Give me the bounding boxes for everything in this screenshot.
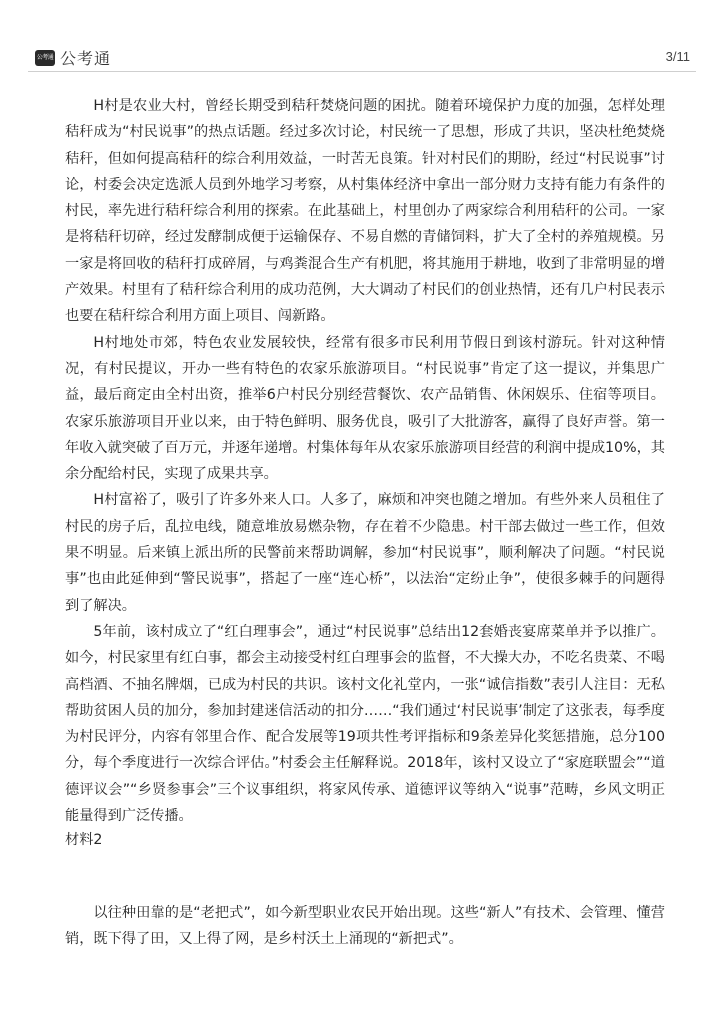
material-1-body	[65, 93, 665, 829]
section-label: 材料2	[65, 832, 103, 848]
logo-text: 公考通	[60, 49, 112, 68]
paragraph: H村是农业大村，曾经长期受到秸秆焚烧问题的困扰。随着环境保护力度的加强，怎样处理秸秆成为“村民说事”的热点话题。经过多次讨论，村民统一了思想，形成了共识，坚决杜绝焚烧秸秆，但如何提高秸秆的综合利用效益，一时苦无良策。针对村民们的期盼，经过“村民说事”讨论，村委会决定选派人员到外地学习考察，从村集体经济中拿出一部分财力支持有能力有条件的村民，率先进行秸秆综合利用的探索。在此基础上，村里创办了两家综合利用秸秆的公司。一家是将秸秆切碎，经过发酵制成便于运输保存、不易自燃的青储饲料，扩大了全村的养殖规模。另一家是将回收的秸秆打成碎屑，与鸡粪混合生产有机肥，将其施用于耕地，收到了非常明显的增产效果。村里有了秸秆综合利用的成功范例，大大调动了村民们的创业热情，还有几户村民表示也要在秸秆综合利用方面上项目、闯新路。	[65, 98, 665, 325]
header-divider	[28, 71, 696, 72]
logo-badge: 公考通	[35, 50, 55, 66]
paragraph: 5年前，该村成立了“红白理事会”，通过“村民说事”总结出12套婚丧宴席菜单并予以推广。如今，村民家里有红白事，都会主动接受村红白理事会的监督，不大操大办，不吃名贵菜、不喝高档酒、不抽名牌烟，已成为村民的共识。该村文化礼堂内，一张“诚信指数”表引人注目：无私帮助贫困人员的加分，参加封建迷信活动的扣分……“我们通过‘村民说事’制定了这张表，每季度为村民评分，内容有邻里合作、配合发展等19项共性考评指标和9条差异化奖惩措施，总分100分，每个季度进行一次综合评估。”村委会主任解释说。2018年，该村又设立了“家庭联盟会”“道德评议会”“乡贤参事会”三个议事组织，将家风传承、道德评议等纳入“说事”范畴，乡风文明正能量得到广泛传播。	[65, 623, 665, 825]
page-header	[0, 0, 724, 80]
paragraph: 以往种田靠的是“老把式”，如今新型职业农民开始出现。这些“新人”有技术、会管理、懂营销，既下得了田，又上得了网，是乡村沃土上涌现的“新把式”。	[65, 905, 665, 948]
paragraph: H村富裕了，吸引了许多外来人口。人多了，麻烦和冲突也随之增加。有些外来人员租住了村民的房子后，乱拉电线，随意堆放易燃杂物，存在着不少隐患。村干部去做过一些工作，但效果不明显。后来镇上派出所的民警前来帮助调解，参加“村民说事”，顺利解决了问题。“村民说事”也由此延伸到“警民说事”，搭起了一座“连心桥”，以法治“定纷止争”，使很多棘手的问题得到了解决。	[65, 492, 665, 614]
page-number: 3/11	[665, 49, 690, 64]
material-2-body	[65, 900, 665, 953]
logo	[35, 46, 111, 69]
paragraph: H村地处市郊，特色农业发展较快，经常有很多市民利用节假日到该村游玩。针对这种情况，有村民提议，开办一些有特色的农家乐旅游项目。“村民说事”肯定了这一提议，并集思广益，最后商定由全村出资，推举6户村民分别经营餐饮、农产品销售、休闲娱乐、住宿等项目。农家乐旅游项目开业以来，由于特色鲜明、服务优良，吸引了大批游客，赢得了良好声誉。第一年收入就突破了百万元，并逐年递增。村集体每年从农家乐旅游项目经营的利润中提成10%，其余分配给村民，实现了成果共享。	[65, 334, 665, 483]
